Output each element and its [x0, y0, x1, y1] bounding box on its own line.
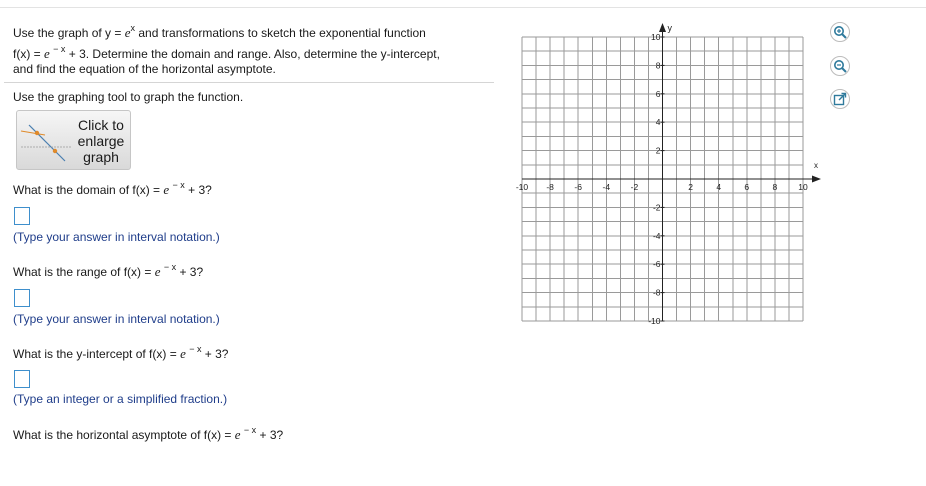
prompt-text: What is the range of f(x) =: [13, 265, 155, 279]
y-axis-arrow: [659, 23, 666, 32]
x-tick-label: -2: [630, 182, 639, 192]
range-question: [13, 263, 203, 280]
y-tick-label: 10: [651, 32, 661, 42]
exponent-neg-x: − x: [163, 262, 177, 272]
intro-text: Use the graph of y =: [13, 26, 125, 40]
section-divider: [4, 82, 494, 83]
exponent-neg-x: − x: [53, 44, 66, 54]
exponent-neg-x: − x: [172, 180, 185, 190]
enlarge-graph-button[interactable]: [16, 110, 131, 170]
domain-question: [13, 181, 212, 198]
enlarge-label: Click to enlarge graph: [77, 117, 125, 165]
zoom-out-button[interactable]: [830, 56, 850, 76]
prompt-text: What is the y-intercept of f(x) =: [13, 347, 181, 361]
x-tick-label: 2: [688, 182, 693, 192]
x-tick-label: -8: [546, 182, 554, 192]
popout-icon: [833, 92, 847, 106]
tool-instruction: Use the graphing tool to graph the function.: [13, 90, 244, 104]
y-tick-label: -10: [648, 316, 661, 326]
intro-text: f(x) =: [13, 47, 45, 61]
y-intercept-answer-input[interactable]: [14, 370, 30, 388]
base-e: e: [180, 346, 186, 361]
y-axis-label: y: [667, 23, 672, 33]
domain-answer-input[interactable]: [14, 207, 30, 225]
base-e: e: [163, 182, 170, 197]
base-e: e: [124, 25, 131, 40]
y-intercept-question: [13, 345, 228, 362]
y-tick-label: 4: [655, 117, 661, 128]
popout-button[interactable]: [830, 89, 850, 109]
prompt-text: What is the horizontal asymptote of f(x) =: [13, 428, 235, 442]
x-axis-arrow: [812, 176, 821, 183]
x-tick-label: 8: [772, 182, 778, 192]
prompt-text: + 3?: [256, 428, 284, 442]
base-e: e: [154, 264, 161, 279]
range-answer-input[interactable]: [14, 289, 30, 307]
intro-line-2: [13, 45, 440, 62]
x-tick-label: 4: [716, 182, 722, 192]
y-tick-label: -6: [652, 259, 661, 270]
intro-line-3: and find the equation of the horizontal asymptote.: [13, 62, 276, 76]
prompt-text: + 3?: [201, 347, 229, 361]
top-divider: [0, 7, 926, 8]
y-tick-label: 2: [655, 145, 661, 156]
x-tick-label: -4: [602, 182, 611, 192]
x-axis-label: x: [814, 161, 818, 170]
intro-text: and transformations to sketch the exponential function: [135, 26, 426, 40]
y-tick-label: 8: [655, 60, 661, 71]
base-e: e: [234, 427, 241, 442]
prompt-text: What is the domain of f(x) =: [13, 183, 164, 197]
intro-text: + 3. Determine the domain and range. Also, determine the y-intercept,: [65, 47, 440, 61]
intro-line-1: [13, 24, 426, 41]
x-tick-label: -6: [574, 182, 582, 192]
exponent-neg-x: − x: [189, 344, 202, 354]
prompt-text: + 3?: [176, 265, 204, 279]
zoom-out-icon: [833, 59, 847, 73]
y-tick-label: -8: [652, 287, 661, 298]
graphing-canvas[interactable]: [510, 23, 830, 328]
zoom-in-icon: [833, 25, 847, 39]
mini-graph-icon: [19, 113, 71, 169]
prompt-text: + 3?: [184, 183, 212, 197]
y-tick-label: -2: [652, 202, 661, 213]
x-tick-label: -10: [515, 182, 529, 192]
range-hint: (Type your answer in interval notation.): [13, 312, 220, 326]
exponent-neg-x: − x: [243, 425, 257, 435]
asymptote-question: [13, 426, 283, 443]
y-intercept-hint: (Type an integer or a simplified fraction.): [13, 392, 228, 406]
base-e: e: [44, 46, 50, 61]
x-tick-label: 10: [798, 182, 808, 192]
y-tick-label: -4: [652, 230, 661, 241]
x-tick-label: 6: [744, 182, 750, 192]
domain-hint: (Type your answer in interval notation.): [13, 230, 220, 244]
y-tick-label: 6: [655, 88, 661, 99]
exponent-x: x: [130, 23, 136, 33]
zoom-in-button[interactable]: [830, 22, 850, 42]
